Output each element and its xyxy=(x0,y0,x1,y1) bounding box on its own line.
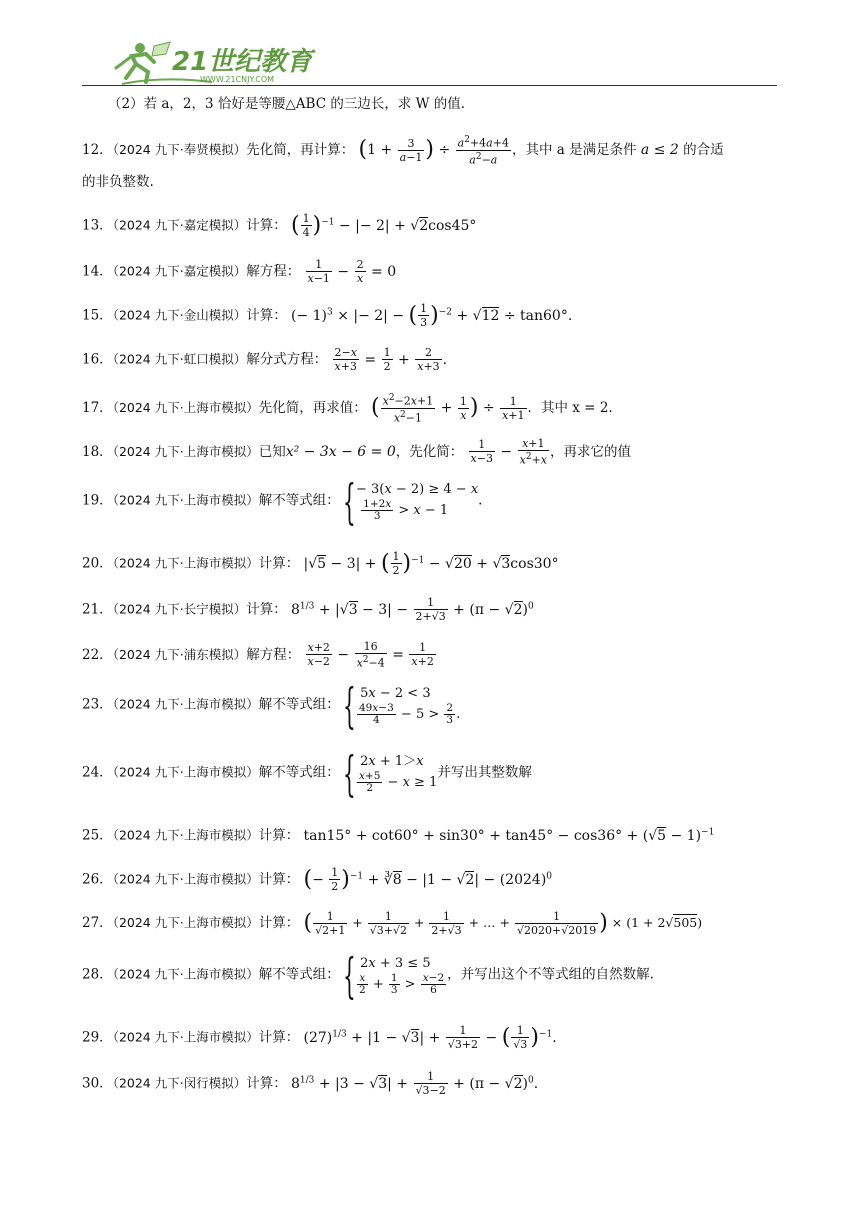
question-13 xyxy=(82,212,476,239)
math-expression: ( $\frac{1}{√2+1}$ + $\frac{1}{√3+√2}$ + $\frac{1}{2+√3}$ + … + $\frac{1}{√2020+√2019}$ ) × (1 + 2√505) xyxy=(303,910,703,937)
question-source: （2024 九下·上海市模拟） xyxy=(112,966,259,982)
question-number: 24． xyxy=(82,764,113,781)
question-source: （2024 九下·上海市模拟） xyxy=(112,915,259,930)
math-expression: (− $\frac{1}{2}$ )$^{-1}$ + ∛8 − $|1 - √2| - (2024)^0$ xyxy=(303,866,553,894)
question-number: 29． xyxy=(82,1029,113,1046)
question-verb: 计算： xyxy=(246,1075,287,1092)
question-source: （2024 九下·嘉定模拟） xyxy=(112,263,247,279)
question-source: （2024 九下·上海市模拟） xyxy=(112,443,259,459)
question-source: （2024 九下·上海市模拟） xyxy=(112,555,259,571)
question-tail: 的合适 xyxy=(683,142,724,159)
question-source: （2024 九下·上海市模拟） xyxy=(112,492,259,508)
question-19: 19．（2024 九下·上海市模拟）解不等式组： { − 3(x − 2) ≥ 4 − x $\frac{1+2x}{3}$ > x − 1 . xyxy=(82,472,483,530)
question-23 xyxy=(82,676,461,734)
question-number: 26． xyxy=(82,871,113,888)
question-source: （2024 九下·上海市模拟） xyxy=(112,696,259,712)
math-expression: $\frac{x+2}{x-2}$ − $\frac{16}{x^2-4}$ = $\frac{1}{x+2}$ xyxy=(307,640,434,670)
question-text: （2）若 a，2，3 恰好是等腰△ABC 的三边长，求 W 的值. xyxy=(108,96,466,112)
question-number: 20． xyxy=(82,555,113,572)
question-number: 22． xyxy=(82,646,113,663)
question-verb: 先化简，再求值： xyxy=(258,400,367,417)
question-number: 12． xyxy=(82,142,113,159)
math-expression: (− 1)$^3$ × |− 2| − ( $\frac{1}{3}$ )$^{-2}$ + √12 ÷ tan60°. xyxy=(291,302,573,330)
question-verb: 解不等式组： xyxy=(258,764,340,781)
math-condition: x² − 3x − 6 = 0 xyxy=(285,443,396,460)
math-expression: $8^{1/3} + |√3 - 3|$ − $\frac{1}{2+√3}$ + $(\pi - √2)^0$ xyxy=(291,596,534,624)
inequality-system: { 2x + 1＞x $\frac{x+5}{2}$ − x ≥ 1 xyxy=(343,744,438,802)
question-12 xyxy=(82,134,724,166)
question-number: 21． xyxy=(82,601,113,618)
question-source: （2024 九下·浦东模拟） xyxy=(112,646,247,662)
inequality-system: { − 3(x − 2) ≥ 4 − x $\frac{1+2x}{3}$ > x − 1 xyxy=(343,472,479,530)
math-expression: ( $\frac{x^2-2x+1}{x^2-1}$ + $\frac{1}{x}$ ) ÷ $\frac{1}{x+1}$ xyxy=(371,393,525,425)
question-verb: 已知 xyxy=(258,443,286,460)
question-number: 17． xyxy=(82,400,113,417)
question-number: 27． xyxy=(82,915,113,931)
question-source: （2024 九下·上海市模拟） xyxy=(112,764,259,780)
question-verb: 计算： xyxy=(258,915,300,931)
math-condition: a ≤ 2 xyxy=(640,142,679,159)
question-verb: 计算： xyxy=(258,871,300,888)
question-verb: 计算： xyxy=(258,1029,300,1046)
question-tail: ，并写出这个不等式组的自然数解. xyxy=(447,966,654,983)
question-source: （2024 九下·上海市模拟） xyxy=(112,400,259,416)
math-expression: $\frac{1}{x-1}$ − $\frac{2}{x}$ = 0 xyxy=(307,258,397,285)
question-number: 28． xyxy=(82,966,113,983)
question-21 xyxy=(82,596,534,623)
logo-text: 21世纪教育 xyxy=(172,47,313,77)
math-expression: $8^{1/3} + |3 - √3|$ + $\frac{1}{√3-2}$ + $(\pi - √2)^0$. xyxy=(291,1070,539,1098)
question-text: ，先化简： xyxy=(395,443,464,460)
question-number: 18． xyxy=(82,443,113,460)
question-number: 25． xyxy=(82,827,113,844)
question-verb: 解方程： xyxy=(246,646,301,663)
question-verb: 计算： xyxy=(258,555,300,572)
question-11-part-2 xyxy=(108,94,465,114)
question-verb: 解不等式组： xyxy=(258,966,340,983)
question-number: 23． xyxy=(82,696,113,713)
question-verb: 解分式方程： xyxy=(246,351,328,368)
question-24 xyxy=(82,744,532,802)
question-verb: 计算： xyxy=(246,307,287,324)
question-27 xyxy=(82,910,702,937)
question-tail: 并写出其整数解 xyxy=(437,764,532,781)
question-30 xyxy=(82,1070,538,1097)
question-number: 14． xyxy=(82,263,113,280)
question-source: （2024 九下·闵行模拟） xyxy=(112,1075,247,1091)
math-expression: $\frac{1}{x-3}$ − $\frac{x+1}{x^2+x}$ xyxy=(470,437,547,467)
question-verb: 计算： xyxy=(258,827,300,844)
question-source: （2024 九下·上海市模拟） xyxy=(112,1029,259,1045)
math-expression: ( $\frac{1}{4}$ )$^{-1}$ − |− 2| + √2cos45° xyxy=(291,212,477,240)
question-number: 15． xyxy=(82,307,113,324)
math-expression: $(27)^{1/3} + |1 - √3|$ + $\frac{1}{√3+2}$ − ( $\frac{1}{√3}$ )$^{-1}$. xyxy=(303,1024,557,1052)
question-source: （2024 九下·嘉定模拟） xyxy=(112,217,247,233)
question-source: （2024 九下·长宁模拟） xyxy=(112,601,247,617)
header-divider xyxy=(82,85,777,86)
question-tail: 的非负整数. xyxy=(82,174,154,190)
question-number: 13． xyxy=(82,217,113,234)
logo-21cnjy xyxy=(102,38,342,86)
question-source: （2024 九下·上海市模拟） xyxy=(112,827,259,843)
question-verb: 解不等式组： xyxy=(258,696,340,713)
question-22 xyxy=(82,640,437,670)
question-15 xyxy=(82,302,572,329)
question-verb: 先化简，再计算： xyxy=(246,142,355,159)
question-source: （2024 九下·虹口模拟） xyxy=(112,351,247,367)
math-expression: $\frac{2-x}{x+3}$ = $\frac{1}{2}$ + $\frac{2}{x+3}$ . xyxy=(334,346,448,373)
question-16 xyxy=(82,346,447,373)
question-28 xyxy=(82,946,654,1004)
math-expression: |√5 − 3| + ( $\frac{1}{2}$ )$^{-1}$ − √20 + √3cos30° xyxy=(303,550,559,578)
question-source: （2024 九下·金山模拟） xyxy=(112,307,247,323)
question-26 xyxy=(82,866,552,893)
question-number: 30． xyxy=(82,1075,113,1092)
question-verb: 计算： xyxy=(246,601,287,618)
question-25 xyxy=(82,822,714,846)
question-number: 19． xyxy=(82,492,113,509)
question-12-line-2 xyxy=(82,172,154,192)
math-expression: (1 + $\frac{3}{a-1}$ ) ÷ $\frac{a^2+4a+4}{a^2-a}$ xyxy=(358,135,509,167)
question-17 xyxy=(82,392,613,424)
question-18 xyxy=(82,437,631,467)
question-source: （2024 九下·上海市模拟） xyxy=(112,871,259,887)
logo-subtext: WWW.21CNJY.COM xyxy=(200,75,275,84)
question-verb: 解方程： xyxy=(246,263,301,280)
question-tail: ，再求它的值 xyxy=(550,443,631,460)
question-source: （2024 九下·奉贤模拟） xyxy=(112,142,247,158)
inequality-system: { 2x + 3 ≤ 5 $\frac{x}{2}$ + $\frac{1}{3}$ > $\frac{x-2}{6}$ xyxy=(343,946,445,1004)
question-number: 16． xyxy=(82,351,113,368)
question-29 xyxy=(82,1024,557,1051)
question-tail: ，其中 a 是满足条件 xyxy=(511,142,637,159)
page-header xyxy=(82,38,777,88)
question-tail: ．其中 x = 2. xyxy=(527,400,613,417)
question-20 xyxy=(82,550,559,577)
math-expression: $\tan 15^\circ + \cot 60^\circ + \sin 30^\circ + \tan 45^\circ - \cos 36^\circ + (√5 - 1)^{-1}$ xyxy=(303,827,715,844)
question-14 xyxy=(82,258,396,285)
question-verb: 解不等式组： xyxy=(258,492,340,509)
question-verb: 计算： xyxy=(246,217,287,234)
inequality-system: { 5x − 2 < 3 $\frac{49x-3}{4}$ − 5 > $\frac{2}{3}$ . xyxy=(343,676,461,734)
